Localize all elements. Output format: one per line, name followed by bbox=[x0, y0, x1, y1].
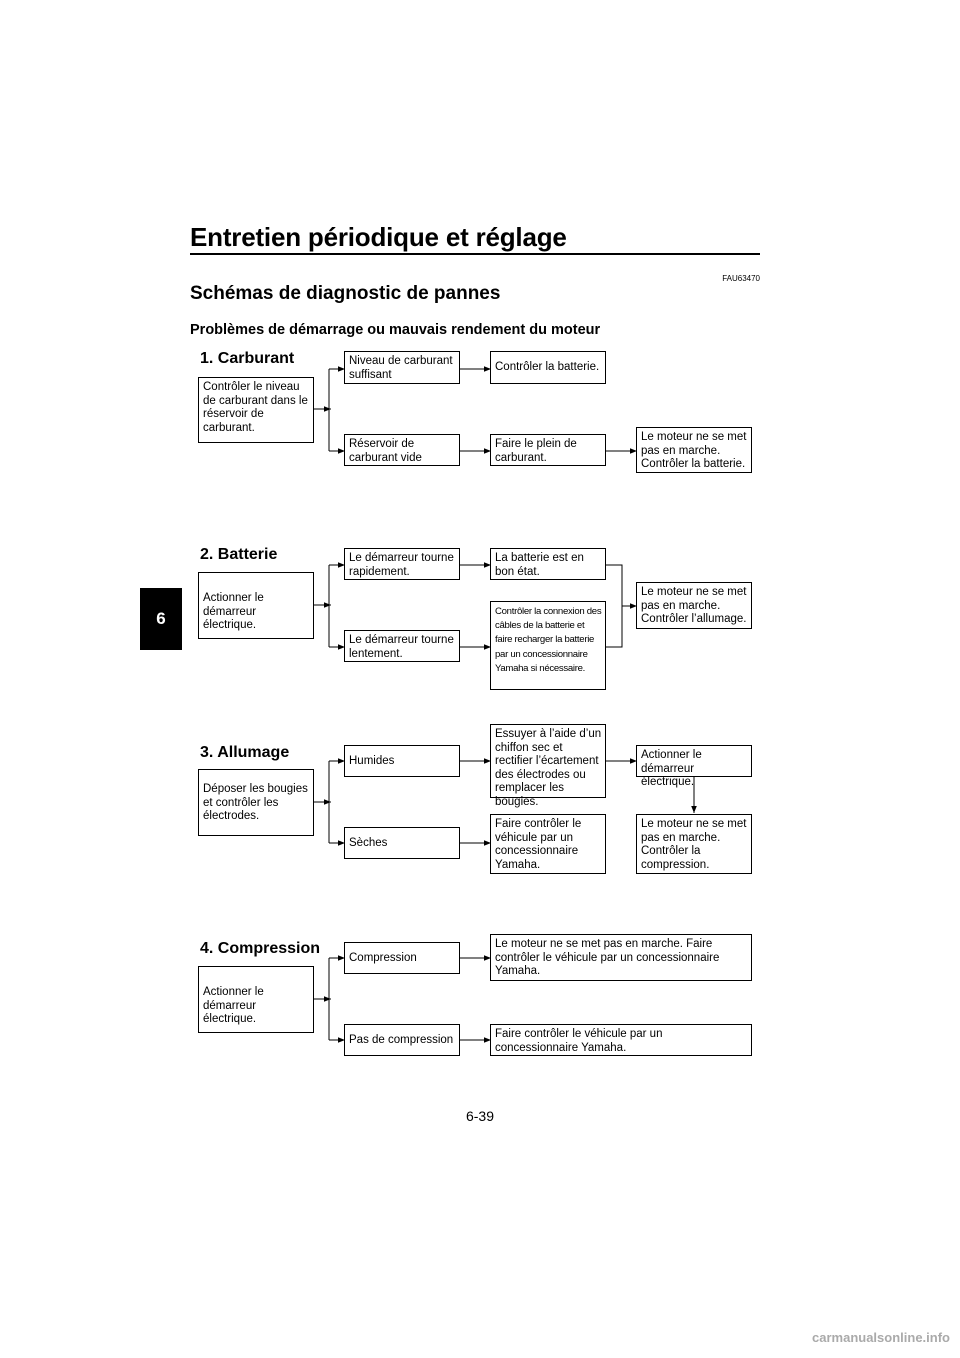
step2-upper-action: La batterie est en bon état. bbox=[490, 548, 606, 580]
merge-2 bbox=[606, 565, 622, 647]
section-title: Schémas de diagnostic de pannes bbox=[190, 283, 501, 304]
step3-start-box: Déposer les bougies et contrôler les électrodes. bbox=[198, 769, 314, 836]
step4-start-box: Actionner le démarreur électrique. bbox=[198, 966, 314, 1033]
document-code: FAU63470 bbox=[722, 274, 760, 283]
step4-upper-condition: Compression bbox=[344, 942, 460, 974]
page-title: Entretien périodique et réglage bbox=[190, 222, 567, 252]
step-title-compression: 4. Compression bbox=[200, 940, 321, 957]
step-title-ignition: 3. Allumage bbox=[200, 744, 290, 761]
step1-lower-result: Le moteur ne se met pas en marche. Contrôler la batterie. bbox=[636, 427, 752, 473]
step4-lower-condition: Pas de compression bbox=[344, 1024, 460, 1056]
step2-upper-condition: Le démarreur tourne rapidement. bbox=[344, 548, 460, 580]
chapter-tab: 6 bbox=[140, 588, 182, 650]
step2-lower-condition: Le démarreur tourne lentement. bbox=[344, 630, 460, 662]
step3-upper-result: Actionner le démarreur électrique. bbox=[636, 745, 752, 777]
step1-start-box: Contrôler le niveau de carburant dans le réservoir de carburant. bbox=[198, 377, 314, 443]
step1-lower-condition: Réservoir de carburant vide bbox=[344, 434, 460, 466]
step4-upper-action: Le moteur ne se met pas en marche. Faire contrôler le véhicule par un concessionnaire Yamaha. bbox=[490, 934, 752, 981]
step1-lower-action: Faire le plein de carburant. bbox=[490, 434, 606, 466]
step2-merged-result: Le moteur ne se met pas en marche. Contrôler l’allumage. bbox=[636, 582, 752, 629]
step3-lower-condition: Sèches bbox=[344, 827, 460, 859]
step3-final-result: Le moteur ne se met pas en marche. Contrôler la compression. bbox=[636, 814, 752, 874]
step3-lower-action: Faire contrôler le véhicule par un concessionnaire Yamaha. bbox=[490, 814, 606, 874]
watermark: carmanualsonline.info bbox=[812, 1330, 950, 1345]
step-title-fuel: 1. Carburant bbox=[200, 350, 295, 367]
step2-lower-action: Contrôler la connexion des câbles de la batterie et faire recharger la batterie par un concessionnaire Yamaha si nécessaire. bbox=[490, 601, 606, 690]
step3-upper-condition: Humides bbox=[344, 745, 460, 777]
step4-lower-action: Faire contrôler le véhicule par un concessionnaire Yamaha. bbox=[490, 1024, 752, 1056]
page-number: 6-39 bbox=[465, 1108, 495, 1124]
step2-start-box: Actionner le démarreur électrique. bbox=[198, 572, 314, 639]
step-title-battery: 2. Batterie bbox=[200, 546, 278, 563]
step1-upper-condition: Niveau de carburant suffisant bbox=[344, 351, 460, 384]
step3-upper-action: Essuyer à l’aide d’un chiffon sec et rectifier l’écartement des électrodes ou remplacer les bougies. bbox=[490, 724, 606, 798]
subtitle: Problèmes de démarrage ou mauvais rendement du moteur bbox=[190, 322, 601, 338]
step1-upper-action: Contrôler la batterie. bbox=[490, 351, 606, 384]
